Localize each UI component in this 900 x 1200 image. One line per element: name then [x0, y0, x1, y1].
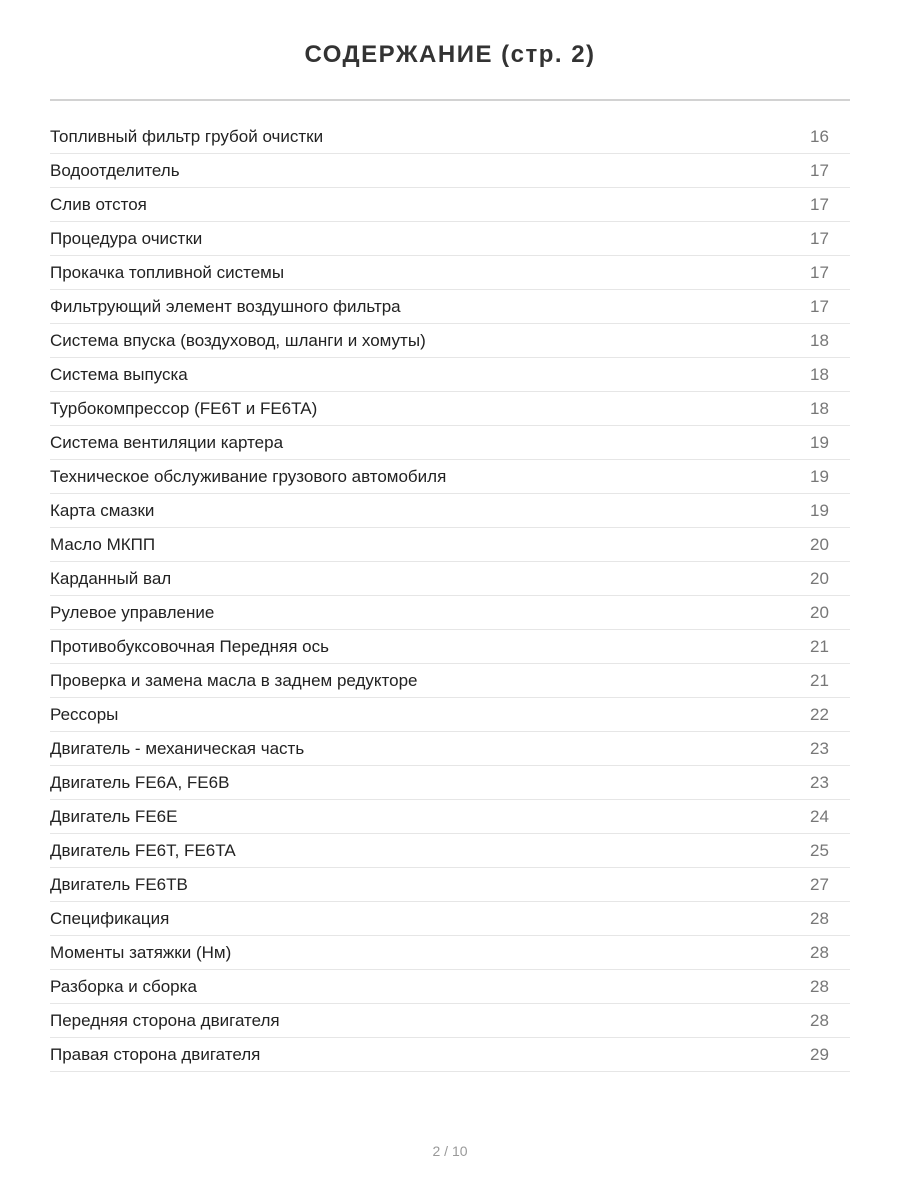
- toc-entry-page-number: 29: [810, 1044, 829, 1064]
- toc-entry-page-number: 21: [810, 636, 829, 656]
- toc-entry-title: Рулевое управление: [50, 602, 215, 622]
- toc-entry-title: Передняя сторона двигателя: [50, 1010, 280, 1030]
- toc-entry-title: Рессоры: [50, 704, 119, 724]
- toc-entry[interactable]: [50, 188, 850, 222]
- toc-entry-title: Топливный фильтр грубой очистки: [50, 126, 324, 146]
- toc-entry[interactable]: [50, 256, 850, 290]
- toc-entry[interactable]: [50, 834, 850, 868]
- toc-entry[interactable]: [50, 358, 850, 392]
- toc-entry[interactable]: [50, 120, 850, 154]
- toc-entry-page-number: 17: [810, 194, 829, 214]
- toc-entry-page-number: 18: [810, 398, 829, 418]
- toc-entry-page-number: 28: [810, 908, 829, 928]
- toc-entry-page-number: 23: [810, 738, 829, 758]
- toc-entry-page-number: 17: [810, 228, 829, 248]
- toc-entry-page-number: 19: [810, 432, 829, 452]
- toc-entry[interactable]: [50, 290, 850, 324]
- toc-entry-page-number: 28: [810, 976, 829, 996]
- toc-entry-page-number: 27: [810, 874, 829, 894]
- toc-entry[interactable]: [50, 1004, 850, 1038]
- toc-entry[interactable]: [50, 562, 850, 596]
- toc-entry-page-number: 18: [810, 330, 829, 350]
- toc-entry[interactable]: [50, 222, 850, 256]
- toc-entry-title: Двигатель FE6E: [50, 806, 178, 826]
- toc-entry[interactable]: [50, 528, 850, 562]
- toc-entry-title: Система выпуска: [50, 364, 188, 384]
- toc-entry-page-number: 17: [810, 262, 829, 282]
- toc-entry[interactable]: [50, 970, 850, 1004]
- toc-entry-page-number: 19: [810, 500, 829, 520]
- toc-entry-title: Система вентиляции картера: [50, 432, 284, 452]
- toc-entry[interactable]: [50, 426, 850, 460]
- toc-entry-title: Карданный вал: [50, 568, 172, 588]
- toc-entry[interactable]: [50, 494, 850, 528]
- toc-entry-page-number: 17: [810, 296, 829, 316]
- toc-entry-title: Карта смазки: [50, 500, 155, 520]
- toc-entry-title: Двигатель FE6T, FE6TA: [50, 840, 236, 860]
- toc-entry-title: Масло МКПП: [50, 534, 156, 554]
- toc-entry[interactable]: [50, 868, 850, 902]
- toc-entry-title: Правая сторона двигателя: [50, 1044, 261, 1064]
- toc-entry-title: Разборка и сборка: [50, 976, 197, 996]
- toc-entry-page-number: 24: [810, 806, 829, 826]
- toc-entry-title: Водоотделитель: [50, 160, 180, 180]
- toc-entry-title: Техническое обслуживание грузового автомобиля: [50, 466, 447, 486]
- toc-entry-title: Двигатель FE6TB: [50, 874, 188, 894]
- toc-entry[interactable]: [50, 324, 850, 358]
- toc-entry-page-number: 20: [810, 534, 829, 554]
- toc-entry[interactable]: [50, 902, 850, 936]
- toc-entry-page-number: 23: [810, 772, 829, 792]
- toc-entry-page-number: 20: [810, 602, 829, 622]
- toc-entry-page-number: 16: [810, 126, 829, 146]
- toc-entry-title: Противобуксовочная Передняя ось: [50, 636, 329, 656]
- toc-entry[interactable]: [50, 800, 850, 834]
- toc-entry[interactable]: [50, 732, 850, 766]
- toc-entry-title: Процедура очистки: [50, 228, 203, 248]
- toc-entry-title: Фильтрующий элемент воздушного фильтра: [50, 296, 401, 316]
- toc-entry[interactable]: [50, 460, 850, 494]
- title-divider: [50, 99, 850, 101]
- toc-entry[interactable]: [50, 1038, 850, 1072]
- toc-entry[interactable]: [50, 392, 850, 426]
- toc-entry-page-number: 20: [810, 568, 829, 588]
- toc-entry[interactable]: [50, 698, 850, 732]
- toc-entry-title: Спецификация: [50, 908, 170, 928]
- toc-entry[interactable]: [50, 936, 850, 970]
- toc-entry-page-number: 18: [810, 364, 829, 384]
- toc-entry-page-number: 28: [810, 1010, 829, 1030]
- toc-entry-page-number: 17: [810, 160, 829, 180]
- page-title: СОДЕРЖАНИЕ (стр. 2): [304, 41, 596, 68]
- toc-entry-title: Проверка и замена масла в заднем редукторе: [50, 670, 418, 690]
- toc-entry-page-number: 28: [810, 942, 829, 962]
- toc-entry-title: Система впуска (воздуховод, шланги и хомуты): [50, 330, 426, 350]
- toc-entry-title: Двигатель - механическая часть: [50, 738, 305, 758]
- page-indicator: 2 / 10: [432, 1143, 468, 1159]
- toc-entry[interactable]: [50, 630, 850, 664]
- toc-entry-page-number: 21: [810, 670, 829, 690]
- toc-entry[interactable]: [50, 664, 850, 698]
- toc-entry-page-number: 19: [810, 466, 829, 486]
- toc-entry[interactable]: [50, 154, 850, 188]
- toc-entry-title: Слив отстоя: [50, 194, 147, 214]
- toc-entry-title: Моменты затяжки (Нм): [50, 942, 232, 962]
- toc-entry[interactable]: [50, 596, 850, 630]
- toc-list: [50, 120, 850, 1072]
- toc-entry-title: Турбокомпрессор (FE6T и FE6TA): [50, 398, 318, 418]
- toc-entry-title: Прокачка топливной системы: [50, 262, 285, 282]
- toc-entry-title: Двигатель FE6A, FE6B: [50, 772, 230, 792]
- toc-entry-page-number: 22: [810, 704, 829, 724]
- toc-entry[interactable]: [50, 766, 850, 800]
- toc-entry-page-number: 25: [810, 840, 829, 860]
